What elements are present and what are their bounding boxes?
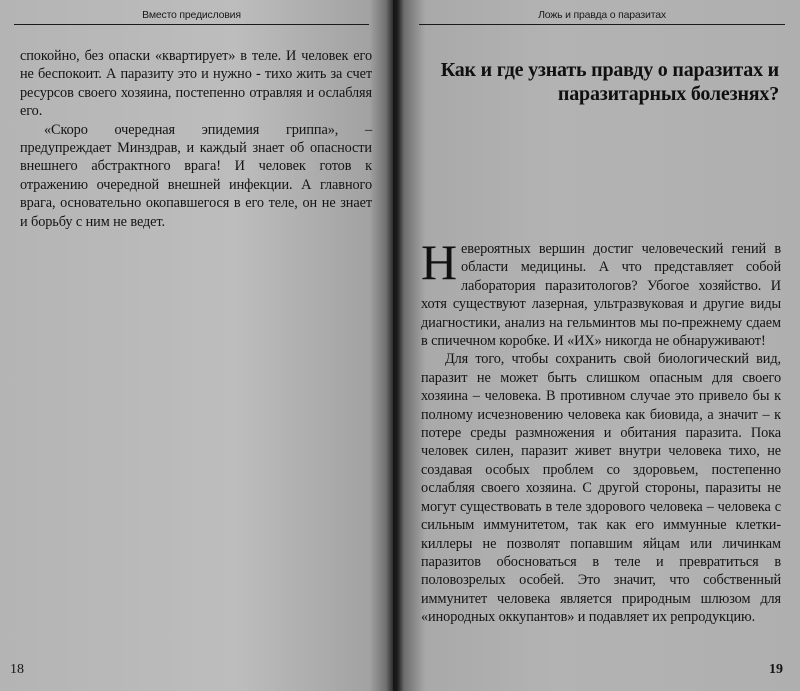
chapter-title: Как и где узнать правду о паразитах и паразитарных болезнях? <box>440 59 779 105</box>
page-number-left: 18 <box>10 662 24 677</box>
drop-cap: Н <box>421 234 458 290</box>
right-paragraph-2: Для того, чтобы сохранить свой биологический вид, паразит не может быть слишком опасным для своего хозяина – человека. В противном случае это привело бы к полному исчезновению человека как биовида, а значит – к потере среды размножения и обитания паразита. Пока человек силен, паразит живет внутри человека тихо, не создавая особых проблем со здоровьем, постепенно ослабляя своего хозяина. С другой стороны, паразиты не могут существовать в теле здорового человека – человека с сильным иммунитетом, так как его иммунные клетки-киллеры не позволят попавшим яйцам или личинкам паразитов обосноваться в теле и превратиться в половозрелых особей. Это значит, что собственный иммунитет человека является природным шлюзом для «инородных оккупантов» и подавляет их репродукцию. <box>421 351 781 626</box>
right-paragraph-1-text: евероятных вершин достиг человеческий гений в области медицины. А что представляет собой лаборатория паразитологов? Убогое хозяйство. И хотя существуют лазерная, ультразвуковая и другие виды диагностики, анализ на гельминтов мы по-прежнему сдаем в спичечном коробке. И «ИХ» никогда не обнаруживают! <box>421 241 781 350</box>
right-page-body <box>421 234 781 627</box>
right-paragraph-1 <box>421 234 781 350</box>
running-head-right: Ложь и правда о паразитах <box>419 6 785 25</box>
running-head-left: Вместо предисловия <box>14 6 369 25</box>
left-paragraph-2: «Скоро очередная эпидемия гриппа», – предупреждает Минздрав, и каждый знает об опасности внешнего абстрактного врага! И человек готов к отражению очередной внешней инфекции. А главного врага, основательно окопавшегося в его теле, он не знает и борьбу с ним не ведет. <box>20 121 372 230</box>
left-page <box>0 0 393 691</box>
left-paragraph-1: спокойно, без опаски «квартирует» в теле. И человек его не беспокоит. А паразиту это и нужно - тихо жить за счет ресурсов своего хозяина, постепенно отравляя и ослабляя его. <box>20 48 372 120</box>
left-page-body <box>20 47 372 231</box>
page-number-right: 19 <box>769 662 783 677</box>
right-page <box>393 0 800 691</box>
